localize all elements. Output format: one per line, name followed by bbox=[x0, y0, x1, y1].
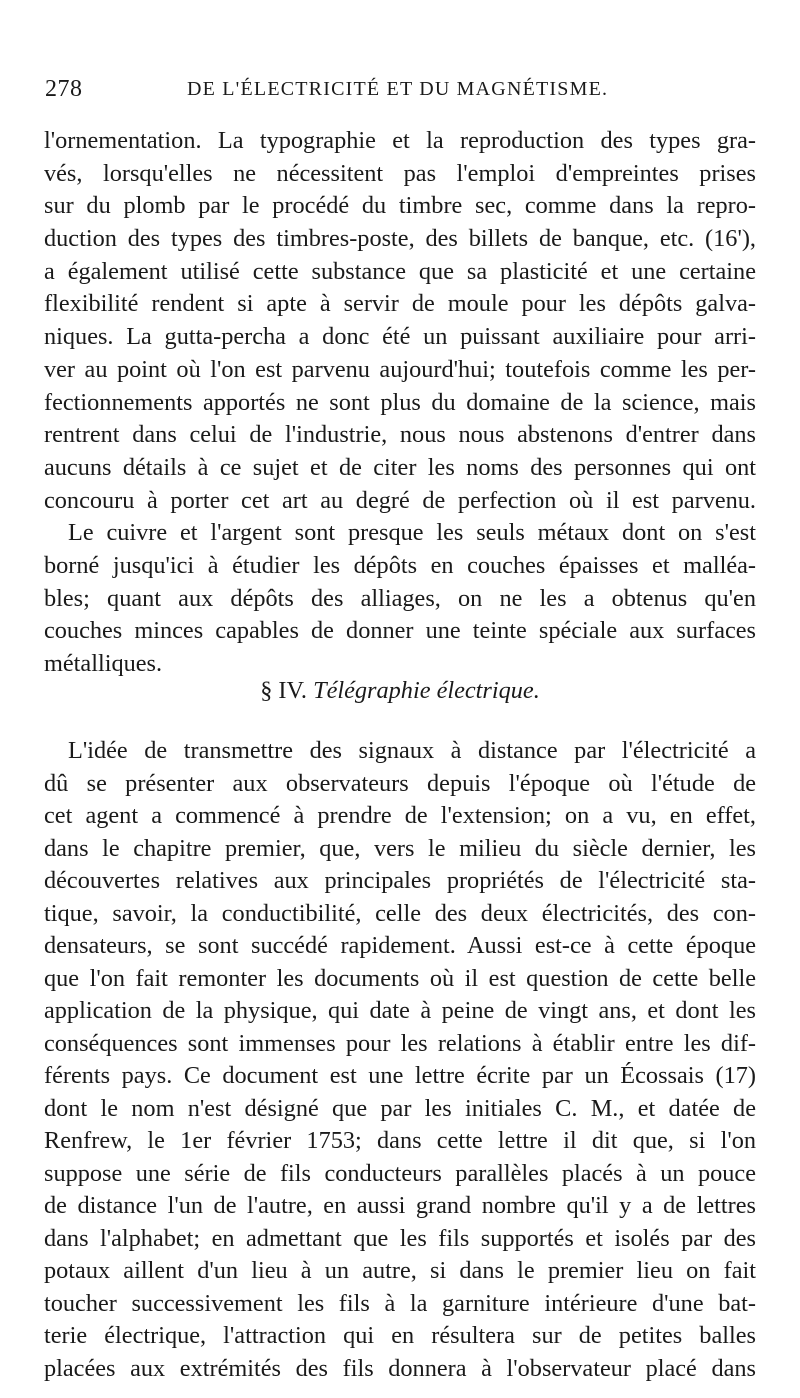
text-block-telegraph bbox=[44, 735, 756, 1385]
text-line: que l'on fait remonter les documents où il est question de cette belle bbox=[44, 964, 756, 992]
running-head: DE L'ÉLECTRICITÉ ET DU MAGNÉTISME. bbox=[187, 78, 609, 100]
text-line: fectionnements apportés ne sont plus du domaine de la science, mais bbox=[44, 388, 756, 416]
text-line: l'ornementation. La typographie et la reproduction des types gra- bbox=[44, 127, 756, 154]
text-line: toucher successivement les fils à la garniture intérieure d'une bat- bbox=[44, 1289, 756, 1317]
text-line: dans le chapitre premier, que, vers le milieu du siècle dernier, les bbox=[44, 834, 756, 862]
text-line: placées aux extrémités des fils donnera à l'observateur placé dans bbox=[44, 1354, 756, 1382]
text-line: borné jusqu'ici à étudier les dépôts en couches épaisses et malléa- bbox=[44, 551, 756, 579]
paragraph-metals bbox=[44, 517, 756, 680]
text-line: conséquences sont immenses pour les relations à établir entre les dif- bbox=[44, 1029, 756, 1057]
text-block-top bbox=[44, 125, 756, 681]
text-line: niques. La gutta-percha a donc été un puissant auxiliaire pour arri- bbox=[44, 323, 756, 351]
text-line: ver au point où l'on est parvenu aujourd'hui; toutefois comme les per- bbox=[44, 355, 756, 383]
text-line: dont le nom n'est désigné que par les initiales C. M., et datée de bbox=[44, 1094, 756, 1122]
text-line: concouru à porter cet art au degré de perfection où il est parvenu. bbox=[44, 486, 756, 514]
section-title: Télégraphie électrique. bbox=[313, 677, 540, 704]
text-line: flexibilité rendent si apte à servir de moule pour les dépôts galva- bbox=[44, 290, 756, 318]
section-number: § IV. bbox=[260, 677, 307, 704]
text-line: terie électrique, l'attraction qui en résultera sur de petites balles bbox=[44, 1322, 756, 1349]
text-line: bles; quant aux dépôts des alliages, on ne les a obtenus qu'en bbox=[44, 584, 756, 612]
text-line: densateurs, se sont succédé rapidement. Aussi est-ce à cette époque bbox=[44, 932, 756, 959]
text-line: sur du plomb par le procédé du timbre sec, comme dans la repro- bbox=[44, 192, 756, 220]
text-line: vés, lorsqu'elles ne nécessitent pas l'emploi d'empreintes prises bbox=[44, 159, 756, 187]
text-line: tique, savoir, la conductibilité, celle des deux électricités, des con- bbox=[44, 899, 756, 927]
text-line: application de la physique, qui date à peine de vingt ans, et dont les bbox=[44, 997, 756, 1024]
text-line: suppose une série de fils conducteurs parallèles placés à un pouce bbox=[44, 1159, 756, 1187]
text-line: cet agent a commencé à prendre de l'extension; on a vu, en effet, bbox=[44, 802, 756, 829]
section-heading bbox=[0, 677, 800, 705]
text-line: potaux aillent d'un lieu à un autre, si dans le premier lieu on fait bbox=[44, 1257, 756, 1284]
text-line: L'idée de transmettre des signaux à distance par l'électricité a bbox=[68, 737, 756, 764]
text-line: rentrent dans celui de l'industrie, nous nous abstenons d'entrer dans bbox=[44, 421, 756, 449]
text-line: dû se présenter aux observateurs depuis l'époque où l'étude de bbox=[44, 769, 756, 797]
text-line: duction des types des timbres-poste, des billets de banque, etc. (16'), bbox=[44, 225, 756, 253]
text-line: découvertes relatives aux principales propriétés de l'électricité sta- bbox=[44, 867, 756, 894]
paragraph-electrotype bbox=[44, 125, 756, 517]
text-line: a également utilisé cette substance que sa plasticité et une certaine bbox=[44, 257, 756, 285]
text-line: dans l'alphabet; en admettant que les fils supportés et isolés par des bbox=[44, 1224, 756, 1252]
text-line: Le cuivre et l'argent sont presque les seuls métaux dont on s'est bbox=[68, 519, 756, 547]
text-line: de distance l'un de l'autre, en aussi grand nombre qu'il y a de lettres bbox=[44, 1192, 756, 1219]
page-header bbox=[45, 76, 755, 116]
page-number: 278 bbox=[45, 76, 83, 102]
text-line: Renfrew, le 1er février 1753; dans cette lettre il dit que, si l'on bbox=[44, 1127, 756, 1154]
text-line: aucuns détails à ce sujet et de citer les noms des personnes qui ont bbox=[44, 453, 756, 481]
text-line: métalliques. bbox=[44, 650, 163, 677]
text-line: férents pays. Ce document est une lettre écrite par un Écossais (17) bbox=[44, 1062, 756, 1089]
text-line: couches minces capables de donner une teinte spéciale aux surfaces bbox=[44, 617, 756, 645]
